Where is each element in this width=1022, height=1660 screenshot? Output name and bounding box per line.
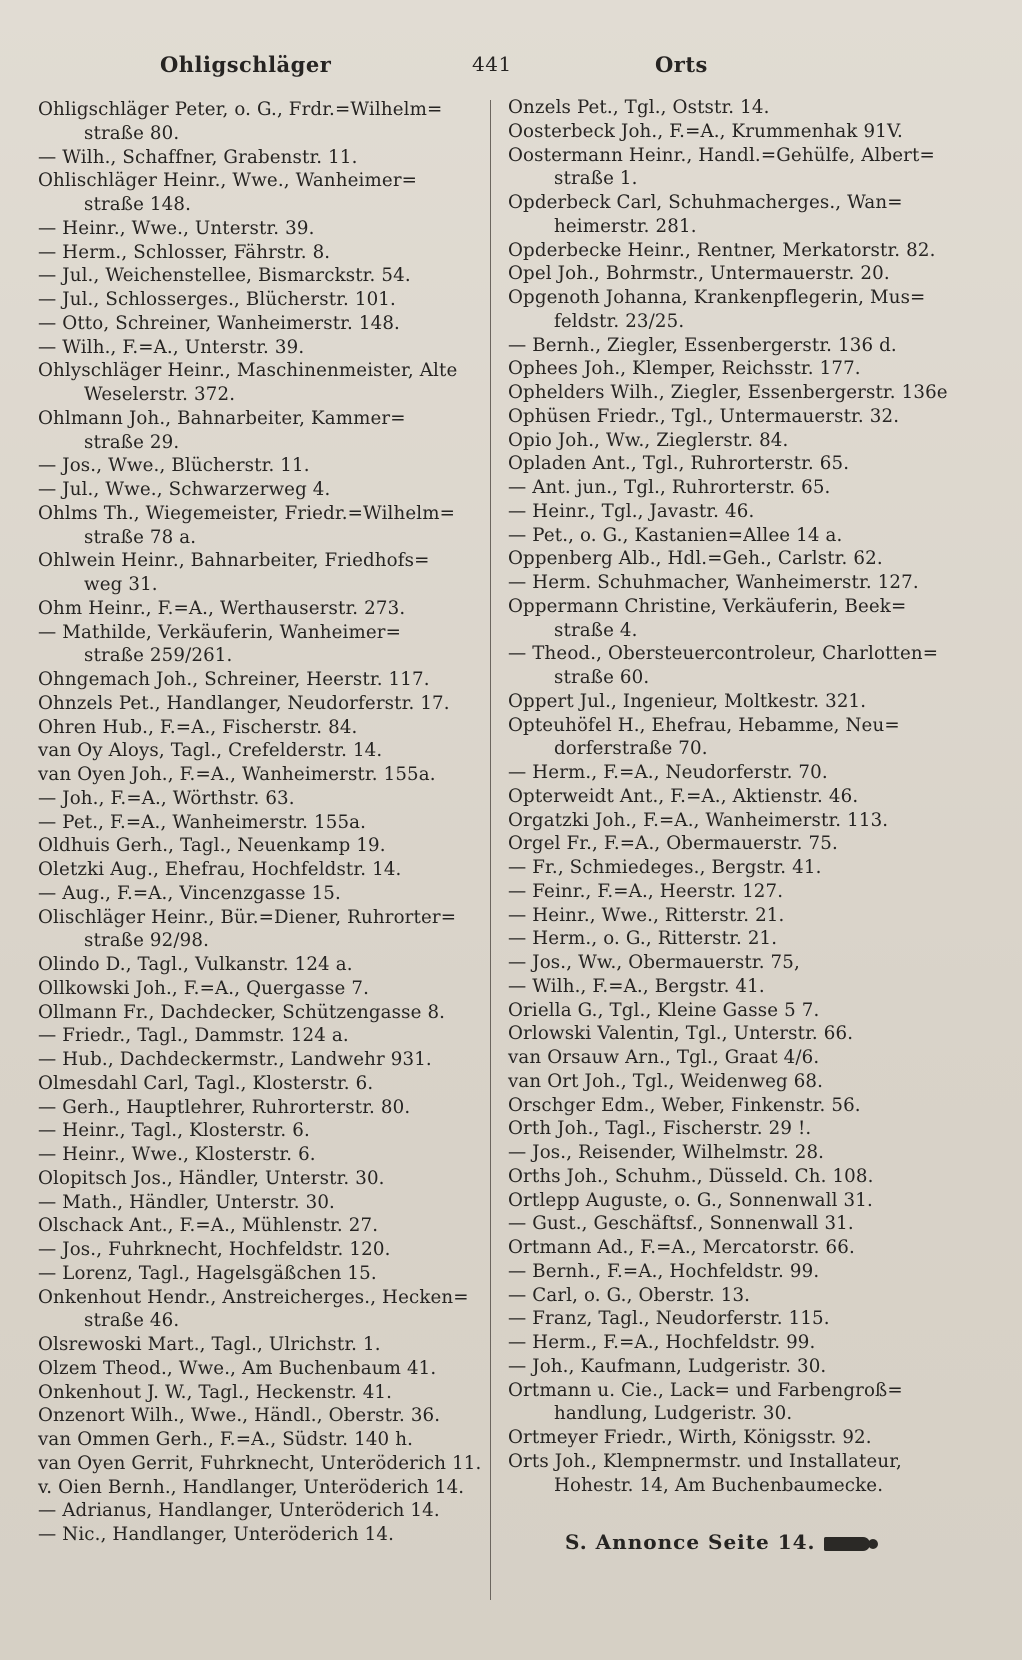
- directory-entry: — Joh., Kaufmann, Ludgeristr. 30.: [508, 1355, 827, 1377]
- entry-continuation: straße 4.: [554, 619, 638, 641]
- directory-entry: Olzem Theod., Wwe., Am Buchenbaum 41.: [38, 1357, 437, 1379]
- directory-entry: Ortlepp Auguste, o. G., Sonnenwall 31.: [508, 1189, 873, 1211]
- directory-entry: — Gust., Geschäftsf., Sonnenwall 31.: [508, 1213, 854, 1235]
- directory-entry: — Nic., Handlanger, Unteröderich 14.: [38, 1524, 395, 1545]
- directory-entry: — Herm., F.=A., Hochfeldstr. 99.: [508, 1332, 816, 1353]
- directory-entry: Olindo D., Tagl., Vulkanstr. 124 a.: [38, 954, 353, 975]
- directory-entry: Olsrewoski Mart., Tagl., Ulrichstr. 1.: [38, 1334, 381, 1355]
- directory-entry: Oppermann Christine, Verkäuferin, Beek=: [508, 595, 907, 617]
- page-number: 441: [472, 52, 512, 76]
- directory-entry: — Jul., Wwe., Schwarzerweg 4.: [38, 479, 331, 500]
- directory-entry: Ohlmann Joh., Bahnarbeiter, Kammer=: [38, 407, 406, 429]
- directory-entry: — Aug., F.=A., Vincenzgasse 15.: [38, 882, 341, 904]
- directory-entry: — Lorenz, Tagl., Hagelsgäßchen 15.: [38, 1262, 377, 1284]
- directory-entry: Opladen Ant., Tgl., Ruhrorterstr. 65.: [508, 453, 850, 475]
- directory-entry: — Friedr., Tagl., Dammstr. 124 a.: [38, 1025, 349, 1047]
- directory-entry: Ortmann Ad., F.=A., Mercatorstr. 66.: [508, 1237, 855, 1258]
- directory-entry: — Jul., Schlosserges., Blücherstr. 101.: [38, 289, 396, 310]
- directory-entry: Oostermann Heinr., Handl.=Gehülfe, Albert=: [508, 144, 935, 166]
- directory-entry: Ohnzels Pet., Handlanger, Neudorferstr. 17.: [38, 692, 450, 714]
- directory-entry: — Wilh., Schaffner, Grabenstr. 11.: [38, 146, 358, 168]
- directory-entry: Opderbeck Carl, Schuhmacherges., Wan=: [508, 192, 903, 213]
- directory-entry: — Feinr., F.=A., Heerstr. 127.: [508, 880, 784, 902]
- directory-entry: — Herm., Schlosser, Fährstr. 8.: [38, 241, 331, 263]
- directory-entry: — Mathilde, Verkäuferin, Wanheimer=: [38, 621, 401, 643]
- directory-entry: — Bernh., Ziegler, Essenbergerstr. 136 d.: [508, 334, 897, 356]
- directory-entry: Ollmann Fr., Dachdecker, Schützengasse 8.: [38, 1001, 446, 1023]
- directory-entry: — Wilh., F.=A., Unterstr. 39.: [38, 336, 305, 358]
- entry-continuation: straße 46.: [84, 1310, 180, 1332]
- entry-continuation: dorferstraße 70.: [554, 738, 708, 760]
- directory-entry: Olischläger Heinr., Bür.=Diener, Ruhrorter=: [38, 906, 457, 928]
- directory-entry: van Oyen Joh., F.=A., Wanheimerstr. 155a.: [38, 764, 436, 785]
- directory-entry: Orgel Fr., F.=A., Obermauerstr. 75.: [508, 833, 838, 855]
- directory-entry: — Heinr., Wwe., Ritterstr. 21.: [508, 904, 785, 926]
- directory-entry: Ortmeyer Friedr., Wirth, Königsstr. 92.: [508, 1427, 872, 1448]
- directory-entry: Ophüsen Friedr., Tgl., Untermauerstr. 32.: [508, 405, 900, 427]
- entry-continuation: heimerstr. 281.: [554, 215, 697, 237]
- directory-entry: Opgenoth Johanna, Krankenpflegerin, Mus=: [508, 287, 926, 308]
- directory-entry: — Jos., Reisender, Wilhelmstr. 28.: [508, 1142, 825, 1163]
- directory-entry: — Jos., Ww., Obermauerstr. 75,: [508, 952, 800, 973]
- directory-entry: — Heinr., Wwe., Unterstr. 39.: [38, 217, 315, 239]
- directory-entry: — Pet., F.=A., Wanheimerstr. 155a.: [38, 811, 367, 833]
- directory-entry: van Oy Aloys, Tagl., Crefelderstr. 14.: [38, 740, 383, 762]
- directory-entry: Opel Joh., Bohrmstr., Untermauerstr. 20.: [508, 263, 890, 285]
- directory-entry: — Heinr., Tagl., Klosterstr. 6.: [38, 1120, 310, 1142]
- directory-entry: Orths Joh., Schuhm., Düsseld. Ch. 108.: [508, 1165, 874, 1187]
- directory-entry: — Hub., Dachdeckermstr., Landwehr 931.: [38, 1049, 432, 1070]
- directory-entry: Olopitsch Jos., Händler, Unterstr. 30.: [38, 1167, 385, 1189]
- directory-entry: Ollkowski Joh., F.=A., Quergasse 7.: [38, 977, 369, 999]
- directory-entry: Opteuhöfel H., Ehefrau, Hebamme, Neu=: [508, 714, 900, 736]
- directory-entry: — Fr., Schmiedeges., Bergstr. 41.: [508, 857, 822, 878]
- directory-entry: Olmesdahl Carl, Tagl., Klosterstr. 6.: [38, 1072, 374, 1094]
- directory-entry: Oldhuis Gerh., Tagl., Neuenkamp 19.: [38, 835, 386, 857]
- directory-entry: — Heinr., Tgl., Javastr. 46.: [508, 500, 755, 522]
- directory-entry: — Gerh., Hauptlehrer, Ruhrorterstr. 80.: [38, 1096, 411, 1118]
- directory-entry: Oppert Jul., Ingenieur, Moltkestr. 321.: [508, 690, 867, 712]
- directory-entry: van Oyen Gerrit, Fuhrknecht, Unteröderich 11.: [38, 1452, 482, 1474]
- directory-entry: Ohlischläger Heinr., Wwe., Wanheimer=: [38, 170, 418, 192]
- directory-entry: — Ant. jun., Tgl., Ruhrorterstr. 65.: [508, 477, 831, 498]
- entry-continuation: straße 1.: [554, 168, 638, 190]
- directory-entry: Onzenort Wilh., Wwe., Händl., Oberstr. 36.: [38, 1405, 441, 1427]
- directory-entry: van Ort Joh., Tgl., Weidenweg 68.: [508, 1070, 824, 1092]
- directory-entry: v. Oien Bernh., Handlanger, Unteröderich 14.: [38, 1476, 465, 1498]
- directory-entry: van Orsauw Arn., Tgl., Graat 4/6.: [508, 1047, 820, 1068]
- entry-continuation: straße 29.: [84, 431, 180, 453]
- entry-continuation: straße 60.: [554, 667, 650, 688]
- directory-entry: — Herm., F.=A., Neudorferstr. 70.: [508, 762, 828, 783]
- entry-continuation: handlung, Ludgeristr. 30.: [554, 1403, 793, 1425]
- directory-entry: Ohlwein Heinr., Bahnarbeiter, Friedhofs=: [38, 550, 430, 572]
- directory-entry: Ophees Joh., Klemper, Reichsstr. 177.: [508, 358, 861, 380]
- directory-entry: Onkenhout Hendr., Anstreicherges., Hecken=: [38, 1286, 469, 1308]
- directory-entry: Ohm Heinr., F.=A., Werthauserstr. 273.: [38, 597, 406, 619]
- directory-entry: — Adrianus, Handlanger, Unteröderich 14.: [38, 1500, 440, 1522]
- directory-entry: — Bernh., F.=A., Hochfeldstr. 99.: [508, 1260, 820, 1282]
- directory-entry: Orth Joh., Tagl., Fischerstr. 29 !.: [508, 1118, 812, 1140]
- directory-entry: Ohlms Th., Wiegemeister, Friedr.=Wilhelm=: [38, 502, 456, 524]
- directory-entry: — Joh., F.=A., Wörthstr. 63.: [38, 787, 295, 809]
- left-column: [38, 98, 496, 1547]
- directory-entry: van Ommen Gerh., F.=A., Südstr. 140 h.: [38, 1429, 414, 1450]
- entry-continuation: Weselerstr. 372.: [84, 384, 236, 405]
- annonce-note: [565, 1530, 870, 1554]
- directory-entry: Ohngemach Joh., Schreiner, Heerstr. 117.: [38, 669, 430, 690]
- directory-entry: — Jos., Fuhrknecht, Hochfeldstr. 120.: [38, 1239, 391, 1260]
- entry-continuation: straße 148.: [84, 194, 192, 215]
- pointing-hand-icon: [824, 1537, 870, 1551]
- directory-entry: Orlowski Valentin, Tgl., Unterstr. 66.: [508, 1023, 854, 1045]
- entry-continuation: weg 31.: [84, 574, 158, 595]
- directory-entry: Ophelders Wilh., Ziegler, Essenbergerstr. 136e: [508, 382, 948, 403]
- directory-entry: Orschger Edm., Weber, Finkenstr. 56.: [508, 1094, 861, 1116]
- directory-entry: — Math., Händler, Unterstr. 30.: [38, 1191, 335, 1213]
- annonce-text: S. Annonce Seite 14.: [565, 1530, 816, 1554]
- directory-entry: — Herm. Schuhmacher, Wanheimerstr. 127.: [508, 572, 919, 593]
- directory-entry: — Carl, o. G., Oberstr. 13.: [508, 1284, 751, 1306]
- directory-entry: Orts Joh., Klempnermstr. und Installateur,: [508, 1450, 902, 1472]
- directory-entry: — Otto, Schreiner, Wanheimerstr. 148.: [38, 312, 400, 334]
- directory-entry: — Pet., o. G., Kastanien=Allee 14 a.: [508, 524, 843, 546]
- entry-continuation: straße 92/98.: [84, 930, 210, 952]
- directory-entry: — Jul., Weichenstellee, Bismarckstr. 54.: [38, 265, 411, 287]
- entry-continuation: straße 259/261.: [84, 645, 233, 667]
- column-divider: [490, 100, 491, 1600]
- directory-entry: Oletzki Aug., Ehefrau, Hochfeldstr. 14.: [38, 859, 402, 880]
- directory-entry: Ohligschläger Peter, o. G., Frdr.=Wilhelm=: [38, 99, 443, 120]
- directory-entry: Orgatzki Joh., F.=A., Wanheimerstr. 113.: [508, 809, 889, 831]
- directory-entry: Onzels Pet., Tgl., Oststr. 14.: [508, 97, 770, 118]
- directory-entry: Opio Joh., Ww., Zieglerstr. 84.: [508, 429, 789, 451]
- directory-entry: Ohren Hub., F.=A., Fischerstr. 84.: [38, 716, 358, 738]
- entry-continuation: Hohestr. 14, Am Buchenbaumecke.: [554, 1474, 884, 1496]
- directory-entry: — Franz, Tagl., Neudorferstr. 115.: [508, 1308, 830, 1330]
- directory-entry: Oriella G., Tgl., Kleine Gasse 5 7.: [508, 999, 820, 1021]
- directory-entry: Opterweidt Ant., F.=A., Aktienstr. 46.: [508, 785, 859, 807]
- directory-entry: Oosterbeck Joh., F.=A., Krummenhak 91V.: [508, 120, 903, 142]
- entry-continuation: feldstr. 23/25.: [554, 310, 685, 332]
- directory-entry: — Wilh., F.=A., Bergstr. 41.: [508, 975, 765, 997]
- entry-continuation: straße 78 a.: [84, 526, 197, 548]
- directory-entry: Onkenhout J. W., Tagl., Heckenstr. 41.: [38, 1381, 393, 1403]
- page-header: [40, 52, 1000, 88]
- directory-entry: Olschack Ant., F.=A., Mühlenstr. 27.: [38, 1215, 379, 1237]
- header-right-keyword: Orts: [655, 52, 708, 77]
- directory-entry: Ohlyschläger Heinr., Maschinenmeister, Alte: [38, 360, 458, 382]
- directory-entry: — Theod., Obersteuercontroleur, Charlotten=: [508, 643, 939, 665]
- directory-entry: — Herm., o. G., Ritterstr. 21.: [508, 928, 778, 950]
- right-column: [508, 96, 970, 1497]
- entry-continuation: straße 80.: [84, 122, 180, 144]
- directory-entry: Ortmann u. Cie., Lack= und Farbengroß=: [508, 1379, 903, 1401]
- header-left-keyword: Ohligschläger: [160, 52, 332, 77]
- directory-entry: Opderbecke Heinr., Rentner, Merkatorstr. 82.: [508, 239, 936, 261]
- directory-entry: — Heinr., Wwe., Klosterstr. 6.: [38, 1144, 316, 1165]
- directory-entry: Oppenberg Alb., Hdl.=Geh., Carlstr. 62.: [508, 548, 883, 570]
- directory-entry: — Jos., Wwe., Blücherstr. 11.: [38, 455, 310, 477]
